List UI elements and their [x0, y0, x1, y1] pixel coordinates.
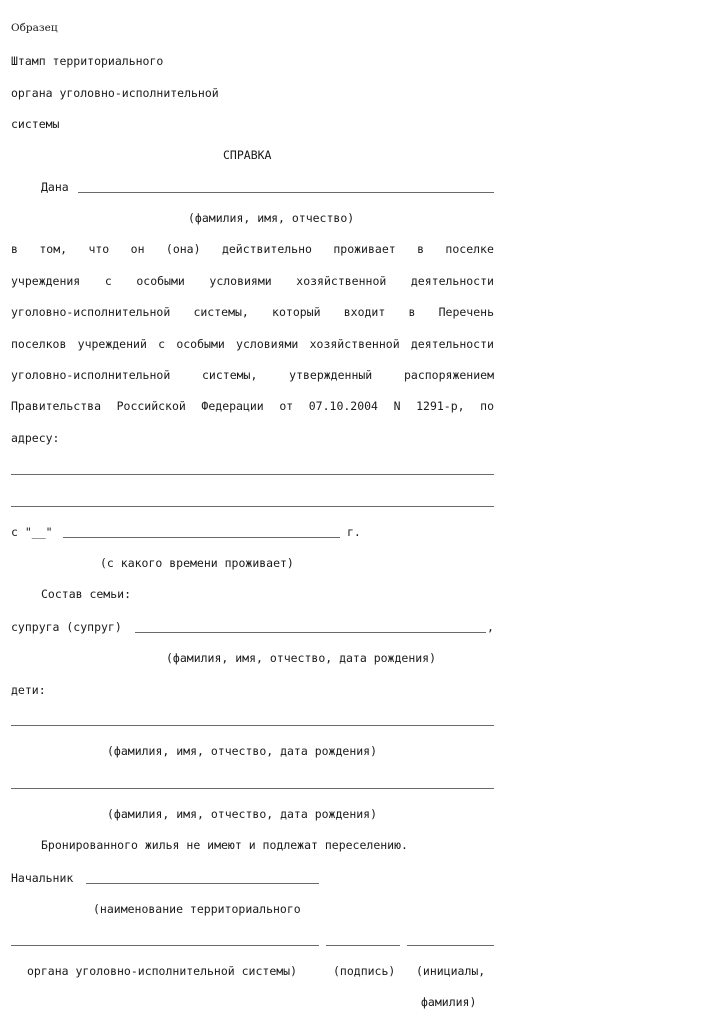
stamp-line-3: системы — [11, 117, 60, 131]
sample-label: Образец — [11, 22, 58, 34]
org-caption-1: (наименование территориального — [93, 902, 301, 916]
body-line-2: учреждения с особыми условиями хозяйственной деятельности — [11, 274, 494, 288]
initials-caption-1: (инициалы, — [416, 964, 486, 978]
since-prefix: с "__" — [11, 525, 53, 539]
child-caption-2: (фамилия, имя, отчество, дата рождения) — [107, 807, 378, 821]
child-field-1[interactable] — [11, 725, 494, 726]
body-line-1: в том, что он (она) действительно проживает в поселке — [11, 242, 494, 256]
org-name-field[interactable] — [11, 945, 319, 946]
child-caption-1: (фамилия, имя, отчество, дата рождения) — [107, 744, 378, 758]
since-date-field[interactable] — [63, 537, 340, 538]
stamp-line-2: органа уголовно-исполнительной — [11, 86, 219, 100]
signature-field[interactable] — [326, 945, 400, 946]
address-label: адресу: — [11, 431, 60, 445]
initials-caption-2: фамилия) — [421, 995, 477, 1009]
initials-field[interactable] — [407, 945, 494, 946]
address-field-2[interactable] — [11, 506, 494, 507]
spouse-label: супруга (супруг) — [11, 620, 122, 634]
statement-text: Бронированного жилья не имеют и подлежат переселению. — [41, 838, 408, 852]
child-field-2[interactable] — [11, 788, 494, 789]
since-caption: (с какого времени проживает) — [100, 556, 294, 570]
spouse-comma: , — [487, 620, 494, 634]
document-title: СПРАВКА — [223, 148, 272, 162]
chief-label: Начальник — [11, 871, 74, 885]
stamp-line-1: Штамп территориального — [11, 54, 164, 68]
org-caption-2: органа уголовно-исполнительной системы) — [27, 964, 298, 978]
given-label: Дана — [41, 180, 69, 194]
since-year-suffix: г. — [347, 525, 361, 539]
body-line-3: уголовно-исполнительной системы, который входит в Перечень — [11, 305, 494, 319]
address-field-1[interactable] — [11, 474, 494, 475]
given-name-field[interactable] — [78, 192, 494, 193]
children-label: дети: — [11, 683, 46, 697]
spouse-field[interactable] — [135, 632, 486, 633]
spouse-caption: (фамилия, имя, отчество, дата рождения) — [166, 651, 437, 665]
body-line-4: поселков учреждений с особыми условиями хозяйственной деятельности — [11, 337, 494, 351]
given-name-caption: (фамилия, имя, отчество) — [188, 211, 355, 225]
body-line-6: Правительства Российской Федерации от 07.10.2004 N 1291-р, по — [11, 399, 494, 413]
family-heading: Состав семьи: — [41, 587, 132, 601]
body-line-5: уголовно-исполнительной системы, утвержденный распоряжением — [11, 368, 494, 382]
chief-field[interactable] — [86, 883, 319, 884]
sign-caption: (подпись) — [333, 964, 396, 978]
